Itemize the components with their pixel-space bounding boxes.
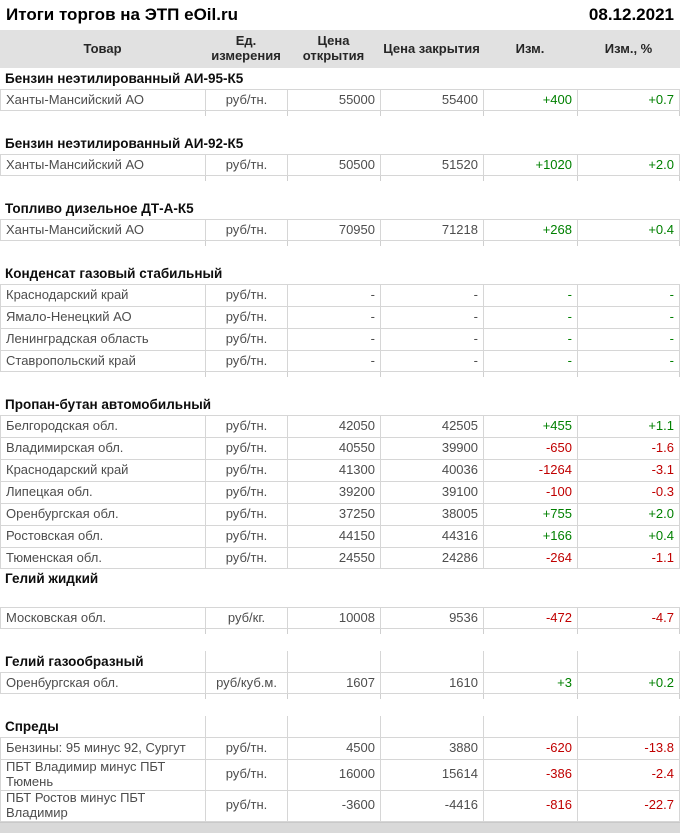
change-pct-cell: - (577, 328, 680, 350)
spacer-cell (380, 629, 483, 651)
change-cell: - (483, 328, 577, 350)
change-cell: -264 (483, 547, 577, 569)
change-cell: - (483, 306, 577, 328)
spacer-cell (380, 111, 483, 133)
empty-cell (380, 651, 483, 672)
product-cell: Ханты-Мансийский АО (0, 154, 205, 176)
section-title: Гелий газообразный (5, 653, 144, 669)
change-pct-cell: -13.8 (577, 737, 680, 759)
close-price-cell: - (380, 350, 483, 372)
spacer-cell (205, 629, 287, 651)
product-cell: ПБТ Ростов минус ПБТ Владимир (0, 790, 205, 822)
close-price-cell: 44316 (380, 525, 483, 547)
open-price-cell: - (287, 284, 380, 306)
table-row (0, 306, 680, 328)
product-cell: Ленинградская область (0, 328, 205, 350)
change-cell: +455 (483, 415, 577, 437)
section-title: Гелий жидкий (5, 571, 99, 586)
spacer-cell (287, 241, 380, 263)
unit-cell: руб/тн. (205, 547, 287, 569)
product-cell: Ханты-Мансийский АО (0, 89, 205, 111)
table-row (0, 437, 680, 459)
unit-cell: руб/тн. (205, 306, 287, 328)
close-price-cell: 71218 (380, 219, 483, 241)
product-cell: Бензины: 95 минус 92, Сургут (0, 737, 205, 759)
column-header-change-pct: Изм., % (604, 40, 653, 56)
spacer-cell (205, 111, 287, 133)
change-cell: +3 (483, 672, 577, 694)
close-price-cell: 39100 (380, 481, 483, 503)
spacer-row (0, 694, 680, 716)
empty-cell (287, 716, 380, 737)
change-cell: -816 (483, 790, 577, 822)
open-price-cell: 39200 (287, 481, 380, 503)
spacer-cell (205, 241, 287, 263)
unit-cell: руб/тн. (205, 525, 287, 547)
change-pct-cell: - (577, 306, 680, 328)
close-price-cell: 24286 (380, 547, 483, 569)
product-cell: Оренбургская обл. (0, 672, 205, 694)
table-row (0, 672, 680, 694)
section-title: Пропан-бутан автомобильный (5, 396, 212, 412)
change-cell: +400 (483, 89, 577, 111)
change-cell: -386 (483, 759, 577, 790)
spacer-cell (380, 176, 483, 198)
unit-cell: руб/тн. (205, 759, 287, 790)
unit-cell: руб/куб.м. (205, 672, 287, 694)
table-row (0, 737, 680, 759)
table-row (0, 607, 680, 629)
open-price-cell: - (287, 306, 380, 328)
column-header-close-price: Цена закрытия (383, 40, 480, 56)
close-price-cell: 3880 (380, 737, 483, 759)
unit-cell: руб/тн. (205, 328, 287, 350)
change-pct-cell: +0.7 (577, 89, 680, 111)
horizontal-scrollbar[interactable] (0, 822, 680, 833)
table-body (0, 68, 680, 822)
product-cell: Оренбургская обл. (0, 503, 205, 525)
open-price-cell: -3600 (287, 790, 380, 822)
unit-cell: руб/тн. (205, 284, 287, 306)
change-cell: -100 (483, 481, 577, 503)
open-price-cell: 50500 (287, 154, 380, 176)
product-cell: Краснодарский край (0, 459, 205, 481)
section-header (0, 569, 680, 607)
table-row (0, 415, 680, 437)
close-price-cell: 15614 (380, 759, 483, 790)
spacer-cell (0, 241, 205, 263)
open-price-cell: 10008 (287, 607, 380, 629)
open-price-cell: 42050 (287, 415, 380, 437)
table-row (0, 759, 680, 790)
spacer-cell (577, 241, 680, 263)
change-pct-cell: +2.0 (577, 503, 680, 525)
change-cell: +268 (483, 219, 577, 241)
spacer-cell (0, 694, 205, 716)
column-header-product: Товар (83, 40, 122, 56)
change-pct-cell: -4.7 (577, 607, 680, 629)
change-pct-cell: +0.2 (577, 672, 680, 694)
spacer-cell (205, 176, 287, 198)
change-pct-cell: -1.6 (577, 437, 680, 459)
column-header-open-price: Цена открытия (302, 33, 365, 63)
section-title: Спреды (5, 718, 59, 734)
unit-cell: руб/кг. (205, 607, 287, 629)
spacer-cell (483, 372, 577, 394)
change-pct-cell: -0.3 (577, 481, 680, 503)
open-price-cell: - (287, 328, 380, 350)
unit-cell: руб/тн. (205, 737, 287, 759)
open-price-cell: 4500 (287, 737, 380, 759)
change-cell: +1020 (483, 154, 577, 176)
change-cell: -650 (483, 437, 577, 459)
product-cell: Краснодарский край (0, 284, 205, 306)
close-price-cell: - (380, 284, 483, 306)
close-price-cell: 55400 (380, 89, 483, 111)
spacer-cell (577, 372, 680, 394)
section-header (0, 133, 680, 154)
unit-cell: руб/тн. (205, 790, 287, 822)
close-price-cell: 9536 (380, 607, 483, 629)
unit-cell: руб/тн. (205, 89, 287, 111)
spacer-row (0, 372, 680, 394)
change-cell: +166 (483, 525, 577, 547)
table-row (0, 459, 680, 481)
table-row (0, 89, 680, 111)
open-price-cell: 41300 (287, 459, 380, 481)
change-pct-cell: - (577, 350, 680, 372)
change-cell: - (483, 350, 577, 372)
section-header (0, 68, 680, 89)
spacer-cell (483, 241, 577, 263)
unit-cell: руб/тн. (205, 350, 287, 372)
table-row (0, 481, 680, 503)
product-cell: Липецкая обл. (0, 481, 205, 503)
product-cell: ПБТ Владимир минус ПБТ Тюмень (0, 759, 205, 790)
product-cell: Ростовская обл. (0, 525, 205, 547)
open-price-cell: 37250 (287, 503, 380, 525)
unit-cell: руб/тн. (205, 415, 287, 437)
section-header (0, 263, 680, 284)
change-pct-cell: -22.7 (577, 790, 680, 822)
spacer-cell (287, 629, 380, 651)
section-title: Топливо дизельное ДТ-А-К5 (5, 200, 194, 216)
section-header (0, 651, 680, 672)
table-row (0, 328, 680, 350)
change-cell: -620 (483, 737, 577, 759)
spacer-cell (483, 176, 577, 198)
empty-cell (287, 651, 380, 672)
open-price-cell: 55000 (287, 89, 380, 111)
spacer-cell (287, 176, 380, 198)
spacer-cell (287, 372, 380, 394)
open-price-cell: 40550 (287, 437, 380, 459)
open-price-cell: 44150 (287, 525, 380, 547)
change-pct-cell: - (577, 284, 680, 306)
product-cell: Московская обл. (0, 607, 205, 629)
product-cell: Ямало-Ненецкий АО (0, 306, 205, 328)
unit-cell: руб/тн. (205, 481, 287, 503)
spacer-cell (0, 111, 205, 133)
product-cell: Тюменская обл. (0, 547, 205, 569)
spacer-row (0, 111, 680, 133)
empty-cell (380, 716, 483, 737)
unit-cell: руб/тн. (205, 219, 287, 241)
spacer-cell (483, 629, 577, 651)
change-pct-cell: +0.4 (577, 219, 680, 241)
open-price-cell: 16000 (287, 759, 380, 790)
table-header-row (0, 30, 680, 68)
table-row (0, 790, 680, 822)
change-pct-cell: +0.4 (577, 525, 680, 547)
section-title: Конденсат газовый стабильный (5, 265, 223, 281)
close-price-cell: 39900 (380, 437, 483, 459)
spacer-cell (577, 694, 680, 716)
empty-cell (205, 716, 287, 737)
change-cell: -1264 (483, 459, 577, 481)
change-pct-cell: +2.0 (577, 154, 680, 176)
spacer-row (0, 241, 680, 263)
open-price-cell: 70950 (287, 219, 380, 241)
section-title: Бензин неэтилированный АИ-92-К5 (5, 135, 244, 151)
close-price-cell: 42505 (380, 415, 483, 437)
section-header (0, 716, 680, 737)
close-price-cell: - (380, 328, 483, 350)
section-header (0, 394, 680, 415)
spacer-cell (287, 111, 380, 133)
spacer-cell (0, 176, 205, 198)
close-price-cell: 38005 (380, 503, 483, 525)
close-price-cell: -4416 (380, 790, 483, 822)
table-row (0, 154, 680, 176)
product-cell: Владимирская обл. (0, 437, 205, 459)
close-price-cell: 51520 (380, 154, 483, 176)
change-pct-cell: -2.4 (577, 759, 680, 790)
column-header-unit: Ед. измерения (211, 33, 281, 63)
spacer-row (0, 629, 680, 651)
change-cell: -472 (483, 607, 577, 629)
open-price-cell: 1607 (287, 672, 380, 694)
spacer-cell (380, 694, 483, 716)
spacer-cell (205, 694, 287, 716)
empty-cell (577, 651, 680, 672)
spacer-cell (380, 241, 483, 263)
change-pct-cell: -1.1 (577, 547, 680, 569)
product-cell: Ставропольский край (0, 350, 205, 372)
change-pct-cell: +1.1 (577, 415, 680, 437)
spacer-cell (577, 629, 680, 651)
close-price-cell: 40036 (380, 459, 483, 481)
table-row (0, 350, 680, 372)
table-row (0, 219, 680, 241)
title-bar (0, 0, 680, 30)
change-cell: +755 (483, 503, 577, 525)
change-pct-cell: -3.1 (577, 459, 680, 481)
spacer-cell (205, 372, 287, 394)
unit-cell: руб/тн. (205, 503, 287, 525)
empty-cell (205, 651, 287, 672)
product-cell: Ханты-Мансийский АО (0, 219, 205, 241)
open-price-cell: 24550 (287, 547, 380, 569)
column-header-change: Изм. (515, 40, 545, 56)
product-cell: Белгородская обл. (0, 415, 205, 437)
spacer-cell (0, 629, 205, 651)
table-row (0, 503, 680, 525)
table-row (0, 547, 680, 569)
empty-cell (577, 716, 680, 737)
spacer-cell (483, 111, 577, 133)
empty-cell (483, 716, 577, 737)
section-title: Бензин неэтилированный АИ-95-К5 (5, 70, 244, 86)
close-price-cell: - (380, 306, 483, 328)
unit-cell: руб/тн. (205, 459, 287, 481)
close-price-cell: 1610 (380, 672, 483, 694)
spacer-cell (483, 694, 577, 716)
empty-cell (483, 651, 577, 672)
page-title: Итоги торгов на ЭТП eOil.ru (6, 5, 238, 24)
unit-cell: руб/тн. (205, 154, 287, 176)
table-row (0, 284, 680, 306)
spacer-cell (287, 694, 380, 716)
open-price-cell: - (287, 350, 380, 372)
change-cell: - (483, 284, 577, 306)
table-row (0, 525, 680, 547)
spacer-cell (577, 176, 680, 198)
spacer-cell (577, 111, 680, 133)
section-header (0, 198, 680, 219)
unit-cell: руб/тн. (205, 437, 287, 459)
spacer-row (0, 176, 680, 198)
spacer-cell (0, 372, 205, 394)
spacer-cell (380, 372, 483, 394)
report-date: 08.12.2021 (588, 5, 674, 24)
